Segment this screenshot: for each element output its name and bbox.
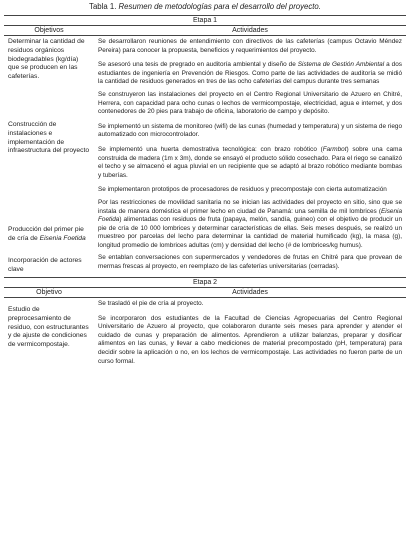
activity-text: Se incorporaron dos estudiantes de la Facultad de Ciencias Agropecuarias del Centro Regional Universitario de Azuero al proyecto, que colaboraron durante seis meses para aprender y atender el cuidado de cunas y preparación de alimentos. Aprendieron a utilizar balanzas, preparar y dosificar alimentos en las cunas, y llevar a cabo mediciones de material precompostado (pH, temperatura) para decidir sobre la aplicación o no, en los lechos de vermicompostaje. Las actividades no fueron parte de un curso formal. [98, 314, 403, 365]
activity-text: Se entablan conversaciones con supermercados y vendedores de frutas en Chitré para que provean de mermas frescas al proyecto, en reemplazo de las cafeterías universitarias (cerradas). [98, 254, 403, 271]
stage-header-row [4, 16, 406, 26]
caption-label: Tabla 1. [89, 2, 117, 11]
activity-fragment: ) sobre una cama construida de madera (1m x 3m), donde se ensayó el producto sólido cosechado. Para el riego se canalizó el techo y se almacenó el agua pluvial en un recipiente que se adaptó al brazo robótico mediante bombas y tuberías. [98, 145, 403, 179]
table-row [4, 298, 406, 369]
activity-text: Se implementó un sistema de monitoreo (wifi) de las cunas (humedad y temperatura) y un sistema de riego automatizado con microcontrolador. [98, 122, 403, 139]
objective-cell [4, 298, 94, 369]
activity-fragment: Se asesoró una tesis de pregrado en auditoría ambiental y diseño de [98, 61, 298, 69]
methodology-table [4, 15, 406, 368]
objective-cell [4, 252, 94, 277]
species-name: Eisenia Foetida [39, 234, 86, 242]
activities-cell [94, 252, 406, 277]
objective-text: Estudio de preprocesamiento de residuo, con estructurantes y de ajuste de condiciones de vermicompostaje. [8, 306, 89, 349]
stage-header-row [4, 278, 406, 288]
caption-title: Resumen de metodologías para el desarrollo del proyecto. [118, 2, 321, 11]
activity-text: Se desarrollaron reuniones de entendimiento con directivos de las cafeterías (campus Octavio Méndez Pereira) para conocer la propuesta, beneficios y requerimientos del proyecto. [98, 38, 403, 54]
document-page [4, 0, 406, 368]
objective-cell [4, 89, 94, 197]
activities-cell [94, 36, 406, 89]
activity-text: Se implementaron prototipos de procesadores de residuos y precompostaje con cierta automatización [98, 186, 387, 194]
objective-text: Producción del primer pie de cría de [8, 225, 84, 242]
stage-1-title: Etapa 1 [4, 16, 406, 26]
column-header-row [4, 26, 406, 36]
objective-cell [4, 197, 94, 253]
table-row [4, 252, 406, 277]
activity-emphasis: Farmbot [322, 145, 347, 153]
activity-fragment: a dos estudiantes de ingeniería en Prevención de Riesgos. Como parte de las actividades de auditoría se midió la cantidad de residuos generados en tres de las ocho cafeterías del campus durante tres semanas [98, 61, 403, 86]
activity-text [98, 146, 402, 180]
activity-fragment: Por las restricciones de movilidad sanitaria no se inician las actividades del proyecto en sitio, sino que se instala de manera doméstica el primer lecho en ciudad de Panamá: una semilla de mil lombrices ( [98, 198, 403, 215]
objective-text: Construcción de instalaciones e implementación de infraestructura del proyecto [8, 120, 90, 155]
table-row [4, 197, 406, 253]
stage-2-title: Etapa 2 [4, 278, 406, 288]
activity-text: Se construyeron las instalaciones del proyecto en el Centro Regional Universitario de Azuero en Chitré, Herrera, con capacidad para ocho cunas o lechos de vermicompostaje, electricidad, agua e internet, y dos contenedores de 20 pies para trabajo de oficina, laboratorio de campo y depósito. [98, 90, 403, 116]
activity-emphasis: Sistema de Gestión Ambiental [297, 61, 385, 69]
col-header-activities: Actividades [94, 26, 406, 36]
activity-fragment: Se implementó una huerta demostrativa tecnológica: con brazo robótico ( [98, 145, 323, 153]
objective-text: Determinar la cantidad de residuos orgánicos biodegradables (kg/día) que se producen en las cafeterías. [8, 38, 85, 81]
activity-emphasis: Eisenia Foetida [98, 207, 403, 224]
table-row [4, 89, 406, 197]
table-caption [4, 2, 406, 12]
objective-text: Incorporación de actores clave [8, 257, 82, 274]
column-header-row [4, 288, 406, 298]
table-row [4, 36, 406, 89]
col-header-objective: Objetivo [4, 288, 94, 298]
activities-cell [94, 197, 406, 253]
col-header-objective: Objetivos [4, 26, 94, 36]
activity-fragment: ) alimentadas con residuos de fruta (papaya, melón, sandía, guineo) con el objetivo de producir un pie de cría de 10 000 lombrices y determinar características de ellas. Seis meses después, se realizó un muestreo por parcelas del lecho para determinar la cantidad de material humificado (kg), la masa (g), longitud promedio de lombrices adultas (cm) y densidad del lecho (# de lombrices/kg humus). [98, 216, 403, 249]
activity-text [98, 61, 402, 87]
objective-cell [4, 36, 94, 89]
activity-text: Se trasladó el pie de cría al proyecto. [98, 300, 204, 308]
activities-cell [94, 89, 406, 197]
activities-cell [94, 298, 406, 369]
activity-text [98, 199, 402, 251]
col-header-activities: Actividades [94, 288, 406, 298]
